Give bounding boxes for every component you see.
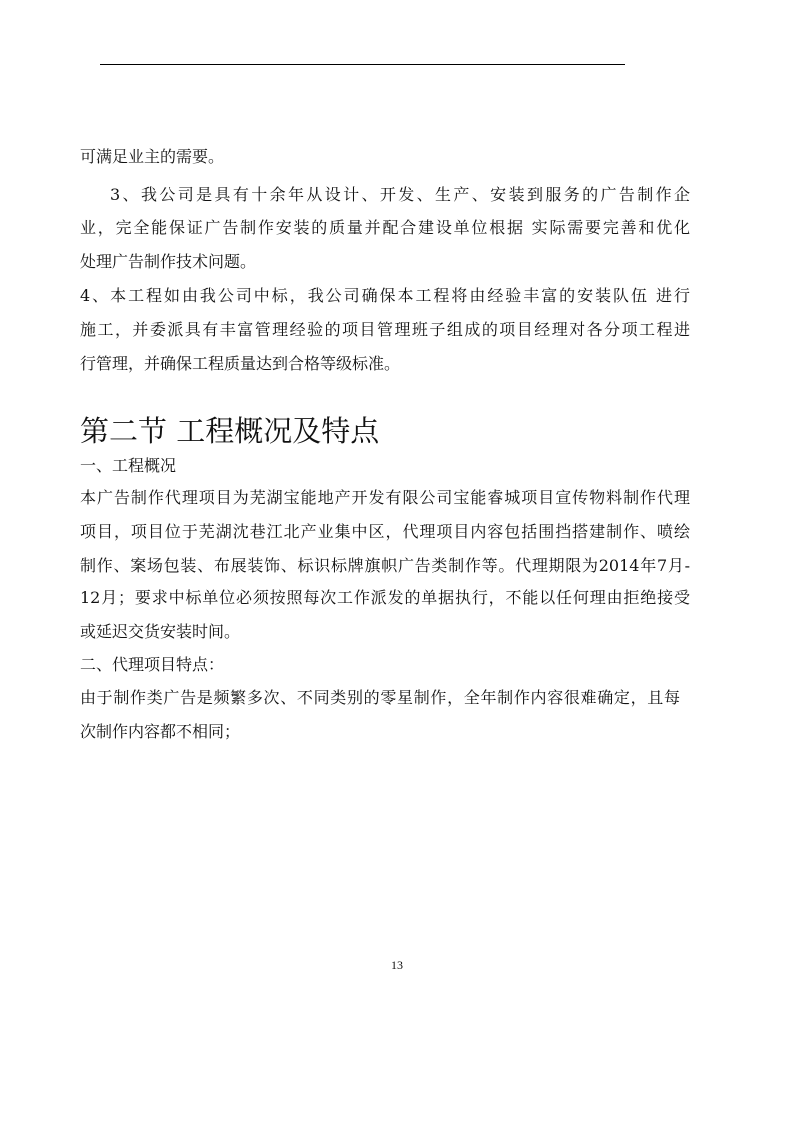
item4-line: 行管理，并确保工程质量达到合格等级标准。 xyxy=(80,354,401,373)
body-line: 次制作内容都不相同； xyxy=(80,722,241,741)
body-line: 12月；要求中标单位必须按照每次工作派发的单据执行，不能以任何理由拒绝接受 xyxy=(80,588,690,607)
body-line: 或延迟交货安装时间。 xyxy=(80,622,241,641)
paragraph-line: 可满足业主的需要。 xyxy=(80,147,225,166)
header-rule xyxy=(100,64,625,65)
subsection-heading: 二、代理项目特点： xyxy=(80,655,225,674)
body-line: 制作、案场包装、布展装饰、标识标牌旗帜广告类制作等。代理期限为2014年7月- xyxy=(80,556,690,575)
item3-line: 处理广告制作技术问题。 xyxy=(80,252,257,271)
body-line: 由于制作类广告是频繁多次、不同类别的零星制作，全年制作内容很难确定，且每 xyxy=(80,688,680,707)
item4-line: 施工，并委派具有丰富管理经验的项目管理班子组成的项目经理对各分项工程进 xyxy=(80,320,690,339)
body-line: 本广告制作代理项目为芜湖宝能地产开发有限公司宝能睿城项目宣传物料制作代理 xyxy=(80,488,690,507)
section-heading: 第二节 工程概况及特点 xyxy=(80,414,380,448)
subsection-heading: 一、工程概况 xyxy=(80,456,177,475)
body-line: 项目，项目位于芜湖沈巷江北产业集中区，代理项目内容包括围挡搭建制作、喷绘 xyxy=(80,522,690,541)
item3-line: 3、我公司是具有十余年从设计、开发、生产、安装到服务的广告制作企 xyxy=(110,185,690,204)
item3-line: 业，完全能保证广告制作安装的质量并配合建设单位根据 实际需要完善和优化 xyxy=(80,218,690,237)
page-number: 13 xyxy=(391,958,403,972)
item4-line: 4、本工程如由我公司中标，我公司确保本工程将由经验丰富的安装队伍 进行 xyxy=(80,286,690,305)
